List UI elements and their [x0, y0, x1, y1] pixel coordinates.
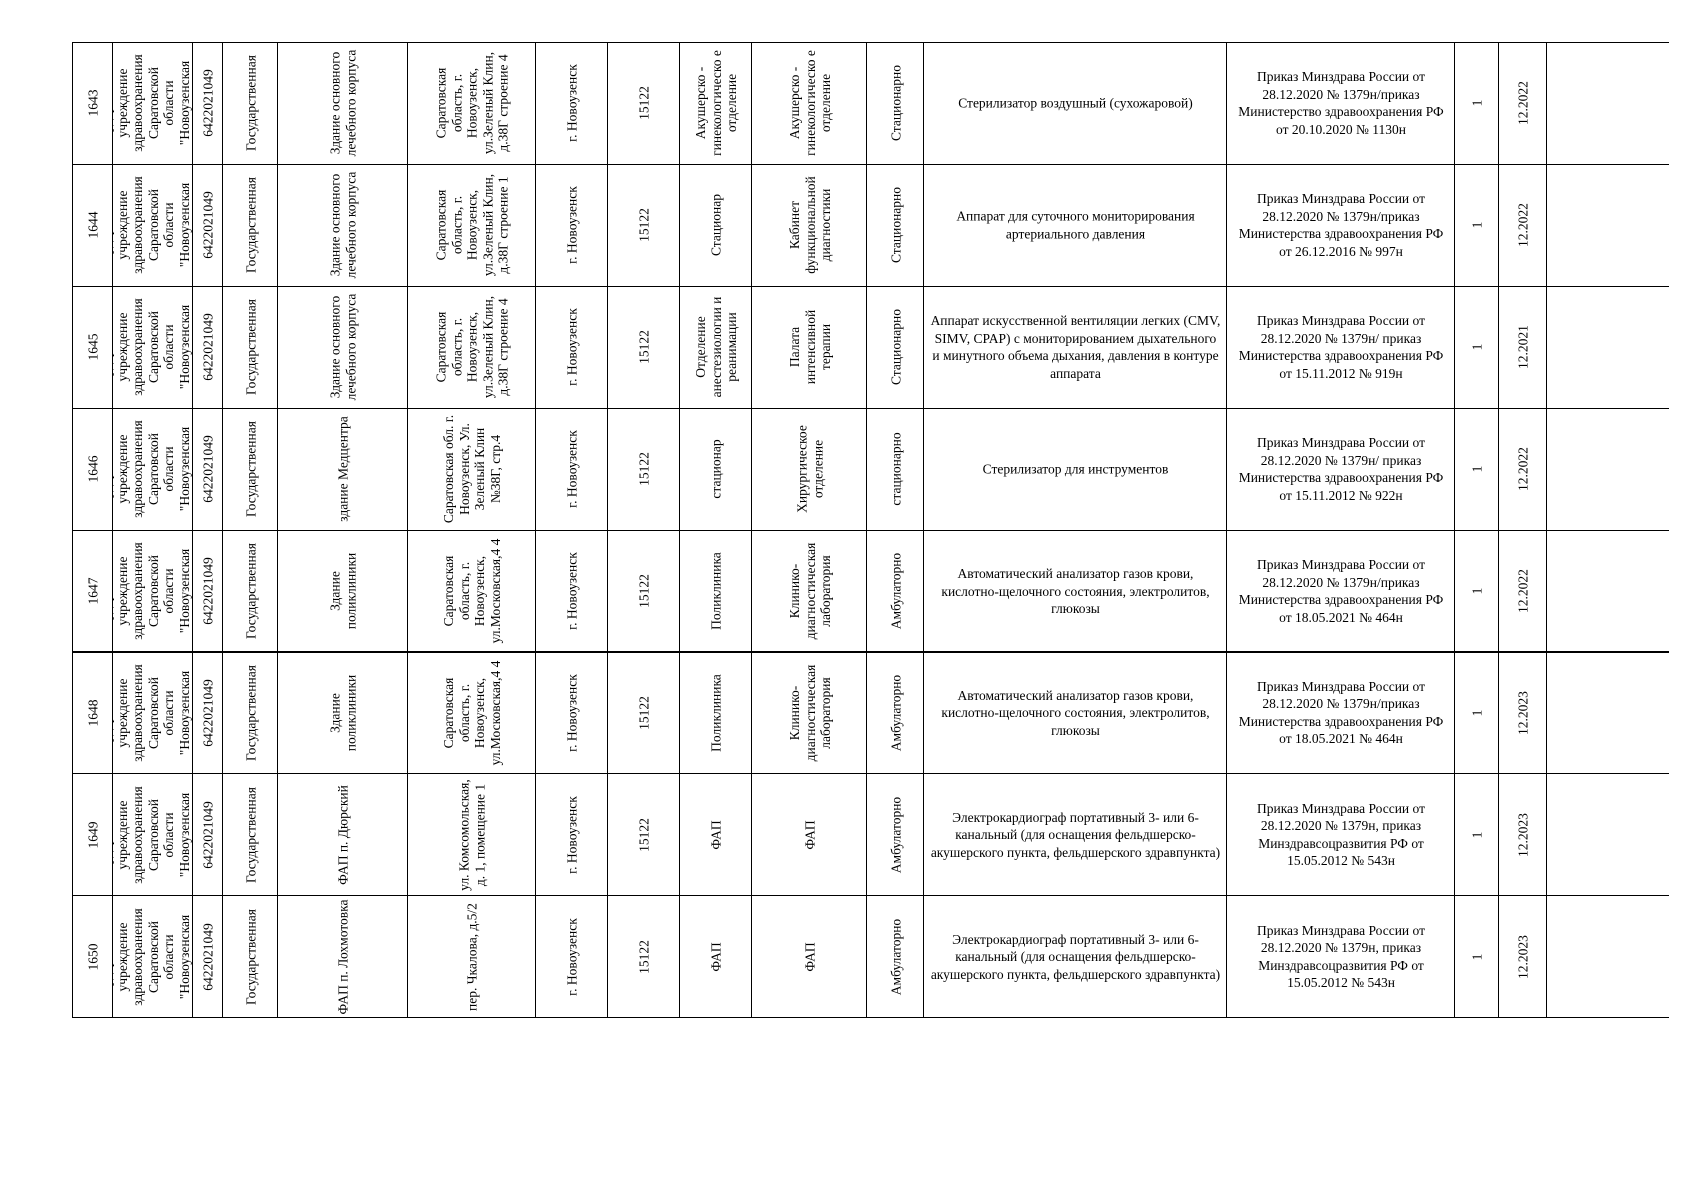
- cell-qty: [1454, 43, 1499, 164]
- date-text: 12.2023: [1514, 934, 1530, 979]
- unit-text: Поликлиника: [708, 552, 724, 630]
- cell-address: [407, 409, 536, 530]
- no-text: 1643: [85, 89, 101, 117]
- address-text: Саратовская область, г. Новоузенск, ул.Московская,4 4: [441, 538, 503, 644]
- cell-date: [1498, 896, 1547, 1017]
- cell-unit: [679, 165, 752, 286]
- code-text: 15122: [636, 696, 652, 730]
- mode-text: Амбулаторно: [887, 918, 903, 995]
- cell-code: [607, 531, 680, 652]
- cell-mode: [866, 774, 924, 895]
- equipment-text: Аппарат для суточного мониторирования артериального давления: [956, 208, 1195, 242]
- equipment-text: Стерилизатор воздушный (сухожаровой): [958, 95, 1193, 111]
- cell-building: [277, 287, 408, 408]
- unit-text: Отделение анестезиологии и реанимации: [692, 296, 739, 398]
- cell-inn: [192, 896, 223, 1017]
- address-text: Саратовская область, г. Новоузенск, ул.Зеленый Клин, д.38Г строение 4: [433, 296, 511, 399]
- unit-text: Стационар: [708, 194, 724, 257]
- unit-text: Акушерско - гинекологическо е отделение: [692, 50, 739, 157]
- city-text: г. Новоузенск: [564, 917, 580, 996]
- inn-text: 6422021049: [200, 69, 216, 138]
- cell-room: [751, 774, 867, 895]
- cell-mode: [866, 287, 924, 408]
- cell-org: [112, 896, 193, 1017]
- form-text: Государственная: [242, 543, 258, 639]
- cell-org: [112, 165, 193, 286]
- cell-inn: [192, 165, 223, 286]
- cell-no: [72, 165, 113, 286]
- cell-city: [535, 896, 608, 1017]
- cell-qty: [1454, 896, 1499, 1017]
- cell-room: [751, 287, 867, 408]
- cell-order: [1226, 287, 1455, 408]
- no-text: 1645: [85, 333, 101, 361]
- cell-city: [535, 653, 608, 774]
- cell-date: [1498, 43, 1547, 164]
- inn-text: 6422021049: [200, 679, 216, 747]
- address-text: Саратовская область, г. Новоузенск, ул.Московская,4 4: [441, 660, 503, 766]
- code-text: 15122: [636, 817, 652, 852]
- record-1646: [72, 408, 1669, 531]
- cell-no: [72, 287, 113, 408]
- cell-building: [277, 409, 408, 530]
- cell-order: [1226, 409, 1455, 530]
- cell-equipment: [923, 43, 1227, 164]
- order-text: Приказ Минздрава России от 28.12.2020 № 1379н/приказ Министерства здравоохранения РФ от 26.12.2016 № 997н: [1238, 191, 1444, 259]
- equipment-text: Стерилизатор для инструментов: [982, 461, 1169, 477]
- form-text: Государственная: [242, 665, 258, 761]
- form-text: Государственная: [242, 908, 258, 1005]
- address-text: Саратовская область, г. Новоузенск, ул.Зеленый Клин, д.38Г строение 1: [433, 174, 511, 277]
- qty-text: 1: [1469, 343, 1485, 351]
- no-text: 1648: [85, 699, 101, 727]
- form-text: Государственная: [242, 55, 258, 152]
- cell-address: [407, 165, 536, 286]
- qty-text: 1: [1469, 465, 1485, 473]
- cell-address: [407, 774, 536, 895]
- building-text: Здание основного лечебного корпуса: [327, 293, 358, 401]
- form-text: Государственная: [242, 421, 258, 518]
- mode-text: стационарно: [887, 432, 903, 506]
- cell-code: [607, 653, 680, 774]
- date-text: 12.2022: [1514, 447, 1530, 492]
- cell-qty: [1454, 409, 1499, 530]
- mode-text: Стационарно: [887, 187, 903, 264]
- cell-city: [535, 43, 608, 164]
- inn-text: 6422021049: [200, 557, 216, 625]
- cell-qty: [1454, 287, 1499, 408]
- mode-text: Стационарно: [887, 65, 903, 142]
- cell-unit: [679, 409, 752, 530]
- cell-address: [407, 287, 536, 408]
- cell-order: [1226, 653, 1455, 774]
- order-text: Приказ Минздрава России от 28.12.2020 № 1379н/ приказ Министерства здравоохранения РФ от 15.11.2012 № 922н: [1238, 435, 1444, 503]
- cell-room: [751, 409, 867, 530]
- qty-text: 1: [1469, 831, 1485, 839]
- org-text: учреждение здравоохранения Саратовской области "Новоузенская: [114, 176, 192, 275]
- order-text: Приказ Минздрава России от 28.12.2020 № 1379н/приказ Министерства здравоохранения РФ от 18.05.2021 № 464н: [1238, 557, 1444, 625]
- code-text: 15122: [636, 939, 652, 974]
- no-text: 1650: [85, 943, 101, 971]
- org-text: учреждение здравоохранения Саратовской области "Новоузенская: [114, 664, 192, 762]
- order-text: Приказ Минздрава России от 28.12.2020 № 1379н/ приказ Министерства здравоохранения РФ от 15.11.2012 № 919н: [1238, 313, 1444, 381]
- record-1649: [72, 773, 1669, 896]
- cell-inn: [192, 774, 223, 895]
- cell-date: [1498, 531, 1547, 652]
- cell-no: [72, 43, 113, 164]
- building-text: Здание поликлиники: [327, 552, 358, 630]
- cell-no: [72, 774, 113, 895]
- cell-code: [607, 409, 680, 530]
- record-1650: [72, 895, 1669, 1018]
- cell-date: [1498, 287, 1547, 408]
- cell-inn: [192, 409, 223, 530]
- org-text: учреждение здравоохранения Саратовской области "Новоузенская: [114, 54, 192, 153]
- address-text: Саратовская область, г. Новоузенск, ул.Зеленый Клин, д.38Г строение 4: [433, 52, 511, 155]
- address-text: ул. Комсомольская, д. 1, помещение 1: [456, 779, 487, 891]
- no-text: 1644: [85, 211, 101, 239]
- equipment-text: Электрокардиограф портативный 3- или 6-канальный (для оснащения фельдшерско-акушерского пункта, фельдшерского здравпункта): [930, 931, 1221, 982]
- building-text: Здание основного лечебного корпуса: [327, 50, 358, 157]
- org-text: учреждение здравоохранения Саратовской области "Новоузенская: [114, 420, 192, 518]
- cell-code: [607, 43, 680, 164]
- no-text: 1646: [85, 455, 101, 483]
- cell-org: [112, 287, 193, 408]
- code-text: 15122: [636, 574, 652, 608]
- cell-form: [222, 774, 278, 895]
- city-text: г. Новоузенск: [564, 552, 580, 630]
- code-text: 15122: [636, 452, 652, 486]
- qty-text: 1: [1469, 953, 1485, 961]
- date-text: 12.2022: [1514, 203, 1530, 248]
- qty-text: 1: [1469, 100, 1485, 107]
- date-text: 12.2021: [1514, 325, 1530, 370]
- cell-equipment: [923, 287, 1227, 408]
- cell-room: [751, 653, 867, 774]
- cell-org: [112, 774, 193, 895]
- cell-inn: [192, 43, 223, 164]
- cell-form: [222, 531, 278, 652]
- cell-building: [277, 896, 408, 1017]
- record-1644: [72, 164, 1669, 287]
- inn-text: 6422021049: [200, 313, 216, 381]
- cell-mode: [866, 409, 924, 530]
- city-text: г. Новоузенск: [564, 430, 580, 508]
- cell-unit: [679, 43, 752, 164]
- cell-code: [607, 287, 680, 408]
- cell-unit: [679, 287, 752, 408]
- record-1643: [72, 42, 1669, 165]
- cell-equipment: [923, 774, 1227, 895]
- cell-qty: [1454, 165, 1499, 286]
- room-text: Акушерско - гинекологическо е отделение: [786, 50, 833, 157]
- cell-form: [222, 896, 278, 1017]
- room-text: Палата интенсивной терапии: [786, 310, 833, 385]
- mode-text: Амбулаторно: [887, 552, 903, 630]
- cell-form: [222, 409, 278, 530]
- code-text: 15122: [636, 208, 652, 243]
- record-1648: [72, 652, 1669, 775]
- cell-date: [1498, 165, 1547, 286]
- order-text: Приказ Минздрава России от 28.12.2020 № 1379н/приказ Министерство здравоохранения РФ от 20.10.2020 № 1130н: [1238, 69, 1444, 137]
- cell-qty: [1454, 531, 1499, 652]
- cell-mode: [866, 531, 924, 652]
- org-text: учреждение здравоохранения Саратовской области "Новоузенская: [114, 907, 192, 1006]
- order-text: Приказ Минздрава России от 28.12.2020 № 1379н, приказ Минздравсоцразвития РФ от 15.05.2012 № 543н: [1256, 922, 1426, 991]
- cell-building: [277, 774, 408, 895]
- cell-form: [222, 287, 278, 408]
- date-text: 12.2023: [1514, 691, 1530, 735]
- cell-no: [72, 409, 113, 530]
- code-text: 15122: [636, 330, 652, 365]
- date-text: 12.2023: [1514, 812, 1530, 857]
- cell-unit: [679, 896, 752, 1017]
- cell-mode: [866, 653, 924, 774]
- cell-org: [112, 531, 193, 652]
- city-text: г. Новоузенск: [564, 186, 580, 265]
- cell-order: [1226, 531, 1455, 652]
- city-text: г. Новоузенск: [564, 674, 580, 752]
- cell-unit: [679, 774, 752, 895]
- cell-order: [1226, 896, 1455, 1017]
- cell-mode: [866, 43, 924, 164]
- cell-org: [112, 653, 193, 774]
- mode-text: Амбулаторно: [887, 674, 903, 752]
- cell-order: [1226, 43, 1455, 164]
- org-text: учреждение здравоохранения Саратовской области "Новоузенская: [114, 786, 192, 884]
- cell-date: [1498, 409, 1547, 530]
- unit-text: стационар: [708, 439, 724, 499]
- equipment-table: [72, 42, 1669, 1017]
- cell-building: [277, 165, 408, 286]
- mode-text: Стационарно: [887, 309, 903, 386]
- cell-address: [407, 653, 536, 774]
- cell-inn: [192, 531, 223, 652]
- form-text: Государственная: [242, 177, 258, 274]
- cell-inn: [192, 653, 223, 774]
- building-text: ФАП п. Лохмотовка: [335, 899, 351, 1015]
- cell-address: [407, 43, 536, 164]
- no-text: 1647: [85, 577, 101, 605]
- building-text: Здание поликлиники: [327, 674, 358, 752]
- cell-equipment: [923, 165, 1227, 286]
- form-text: Государственная: [242, 786, 258, 883]
- equipment-text: Автоматический анализатор газов крови, кислотно-щелочного состояния, электролитов, глюкозы: [941, 687, 1210, 738]
- address-text: Саратовская обл. г. Новоузенск, Ул. Зеленый Клин №38Г, стр.4: [441, 415, 503, 524]
- cell-order: [1226, 165, 1455, 286]
- inn-text: 6422021049: [200, 801, 216, 869]
- cell-order: [1226, 774, 1455, 895]
- cell-form: [222, 653, 278, 774]
- cell-unit: [679, 653, 752, 774]
- cell-building: [277, 43, 408, 164]
- cell-room: [751, 43, 867, 164]
- cell-room: [751, 531, 867, 652]
- cell-unit: [679, 531, 752, 652]
- cell-code: [607, 165, 680, 286]
- inn-text: 6422021049: [200, 191, 216, 260]
- room-text: Клинико-диагностическая лаборатория: [786, 542, 833, 640]
- room-text: ФАП: [801, 820, 817, 850]
- building-text: Здание основного лечебного корпуса: [327, 171, 358, 279]
- cell-date: [1498, 653, 1547, 774]
- cell-building: [277, 653, 408, 774]
- equipment-text: Автоматический анализатор газов крови, кислотно-щелочного состояния, электролитов, глюкозы: [941, 565, 1210, 616]
- equipment-text: Аппарат искусственной вентиляции легких (CMV, SIMV, CPAP) с мониторированием дыхательного и минутного объема дыхания, давления в контуре аппарата: [930, 313, 1221, 381]
- qty-text: 1: [1469, 587, 1485, 595]
- cell-org: [112, 43, 193, 164]
- equipment-text: Электрокардиограф портативный 3- или 6-канальный (для оснащения фельдшерско-акушерского пункта, фельдшерского здравпункта): [930, 809, 1221, 860]
- cell-qty: [1454, 653, 1499, 774]
- cell-inn: [192, 287, 223, 408]
- room-text: Хирургическое отделение: [794, 425, 825, 513]
- cell-equipment: [923, 896, 1227, 1017]
- room-text: Кабинет функциональной диагностики: [786, 176, 833, 275]
- cell-city: [535, 409, 608, 530]
- city-text: г. Новоузенск: [564, 64, 580, 143]
- cell-org: [112, 409, 193, 530]
- cell-equipment: [923, 409, 1227, 530]
- cell-mode: [866, 165, 924, 286]
- cell-equipment: [923, 531, 1227, 652]
- cell-equipment: [923, 653, 1227, 774]
- city-text: г. Новоузенск: [564, 796, 580, 874]
- cell-form: [222, 43, 278, 164]
- record-1647: [72, 530, 1669, 653]
- cell-qty: [1454, 774, 1499, 895]
- room-text: Клинико-диагностическая лаборатория: [786, 664, 833, 762]
- unit-text: Поликлиника: [708, 674, 724, 752]
- qty-text: 1: [1469, 221, 1485, 229]
- cell-city: [535, 287, 608, 408]
- address-text: пер. Чкалова, д.5/2: [464, 902, 480, 1011]
- cell-city: [535, 774, 608, 895]
- cell-code: [607, 896, 680, 1017]
- cell-date: [1498, 774, 1547, 895]
- cell-form: [222, 165, 278, 286]
- cell-no: [72, 653, 113, 774]
- cell-city: [535, 165, 608, 286]
- date-text: 12.2022: [1514, 81, 1530, 126]
- unit-text: ФАП: [708, 820, 724, 850]
- cell-code: [607, 774, 680, 895]
- building-text: ФАП п. Дюрский: [335, 784, 351, 885]
- qty-text: 1: [1469, 709, 1485, 717]
- cell-room: [751, 165, 867, 286]
- city-text: г. Новоузенск: [564, 308, 580, 387]
- inn-text: 6422021049: [200, 435, 216, 503]
- cell-no: [72, 531, 113, 652]
- room-text: ФАП: [801, 942, 817, 972]
- cell-no: [72, 896, 113, 1017]
- cell-building: [277, 531, 408, 652]
- building-text: здание Медцентра: [335, 416, 351, 522]
- mode-text: Амбулаторно: [887, 796, 903, 874]
- org-text: учреждение здравоохранения Саратовской области "Новоузенская: [114, 298, 192, 396]
- order-text: Приказ Минздрава России от 28.12.2020 № 1379н/приказ Министерства здравоохранения РФ от 18.05.2021 № 464н: [1238, 678, 1444, 747]
- cell-room: [751, 896, 867, 1017]
- order-text: Приказ Минздрава России от 28.12.2020 № 1379н, приказ Минздравсоцразвития РФ от 15.05.2012 № 543н: [1256, 800, 1426, 869]
- cell-address: [407, 896, 536, 1017]
- cell-mode: [866, 896, 924, 1017]
- cell-city: [535, 531, 608, 652]
- date-text: 12.2022: [1514, 569, 1530, 613]
- cell-address: [407, 531, 536, 652]
- unit-text: ФАП: [708, 942, 724, 972]
- no-text: 1649: [85, 821, 101, 849]
- code-text: 15122: [636, 86, 652, 121]
- org-text: учреждение здравоохранения Саратовской области "Новоузенская: [114, 542, 192, 640]
- form-text: Государственная: [242, 299, 258, 396]
- inn-text: 6422021049: [200, 922, 216, 991]
- record-1645: [72, 286, 1669, 409]
